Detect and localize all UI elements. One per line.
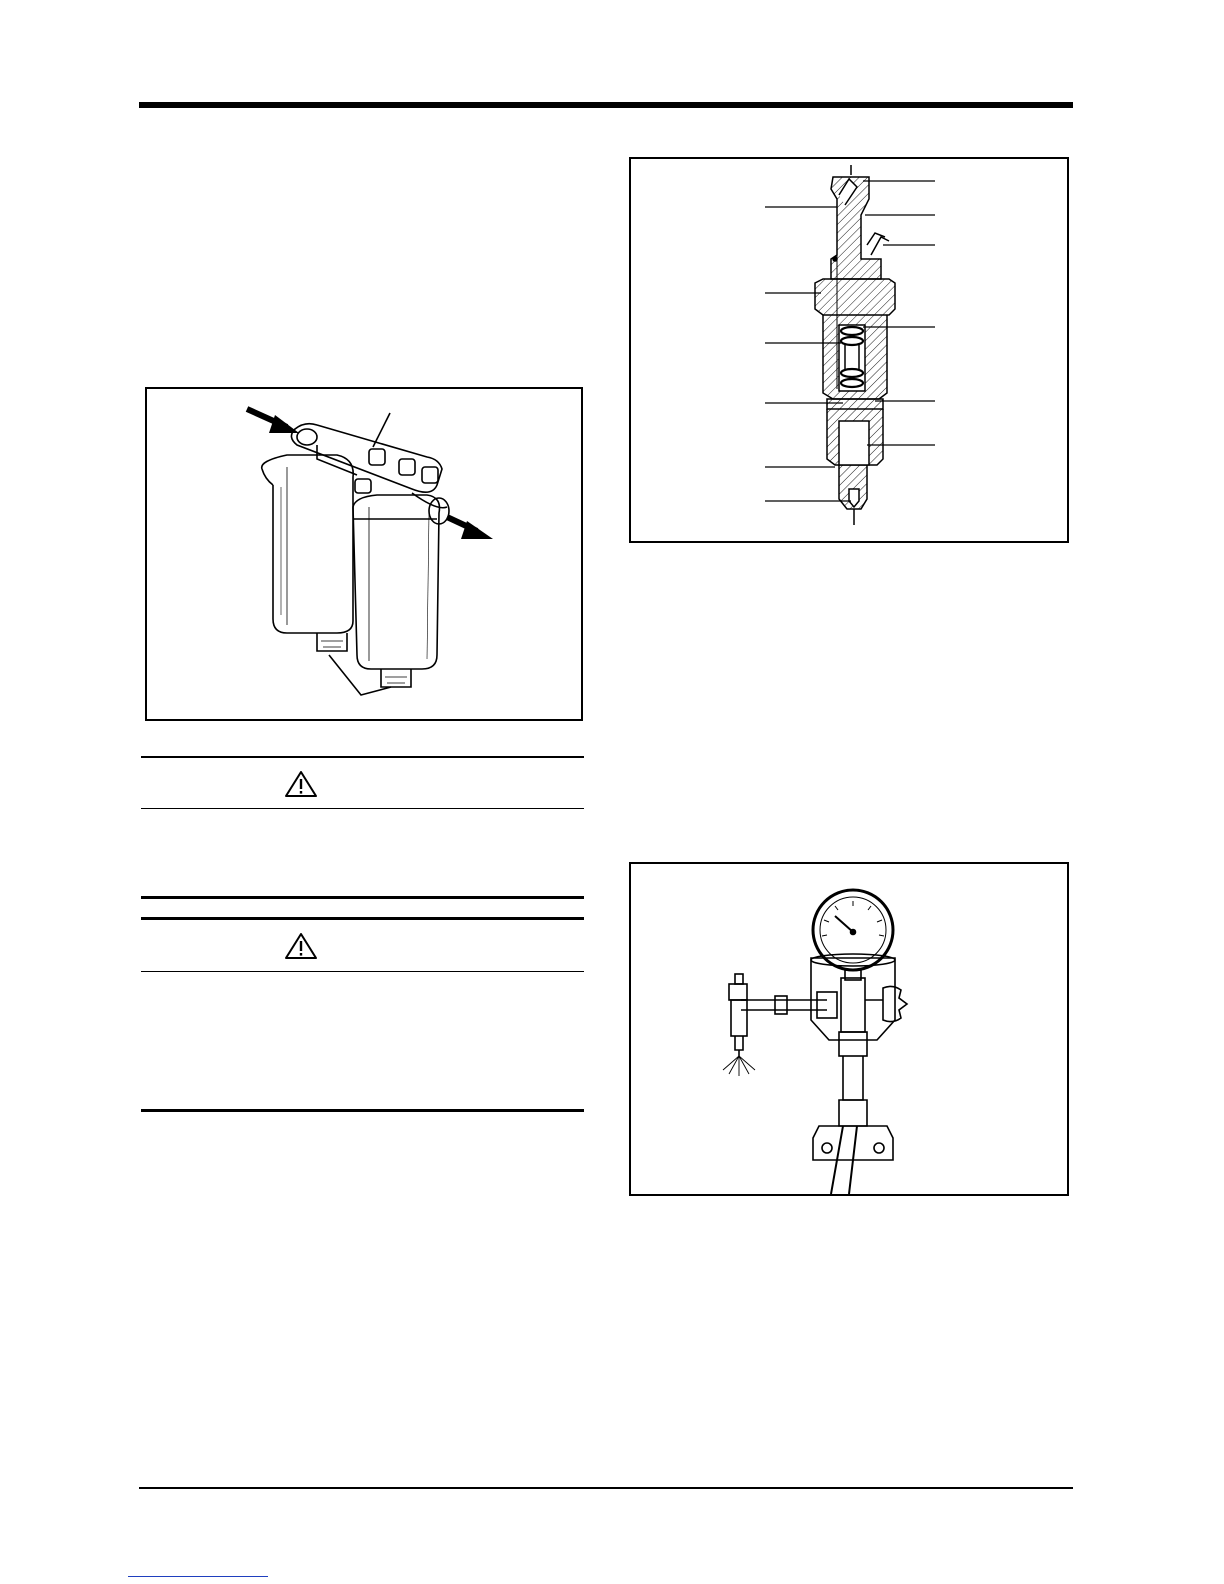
warning-2-upper-heavy-rule <box>141 896 584 899</box>
warning-triangle-icon <box>284 932 318 960</box>
warning-1-bottom-rule <box>141 808 584 809</box>
injector-tester-illustration <box>631 864 1067 1194</box>
fuel-filter-figure <box>145 387 583 721</box>
injector-tester-figure <box>629 862 1069 1196</box>
header-rule <box>139 102 1073 108</box>
warning-1-top-rule <box>141 756 584 758</box>
fuel-filter-illustration <box>147 389 581 719</box>
warning-2-middle-rule <box>141 971 584 972</box>
injector-cross-section-illustration <box>631 159 1067 541</box>
warning-2-bottom-rule <box>141 1109 584 1112</box>
footer-rule <box>139 1487 1073 1489</box>
warning-triangle-icon <box>284 770 318 798</box>
warning-2-top-rule <box>141 917 584 920</box>
footer-link-underline[interactable] <box>128 1576 268 1577</box>
injector-cross-section-figure <box>629 157 1069 543</box>
